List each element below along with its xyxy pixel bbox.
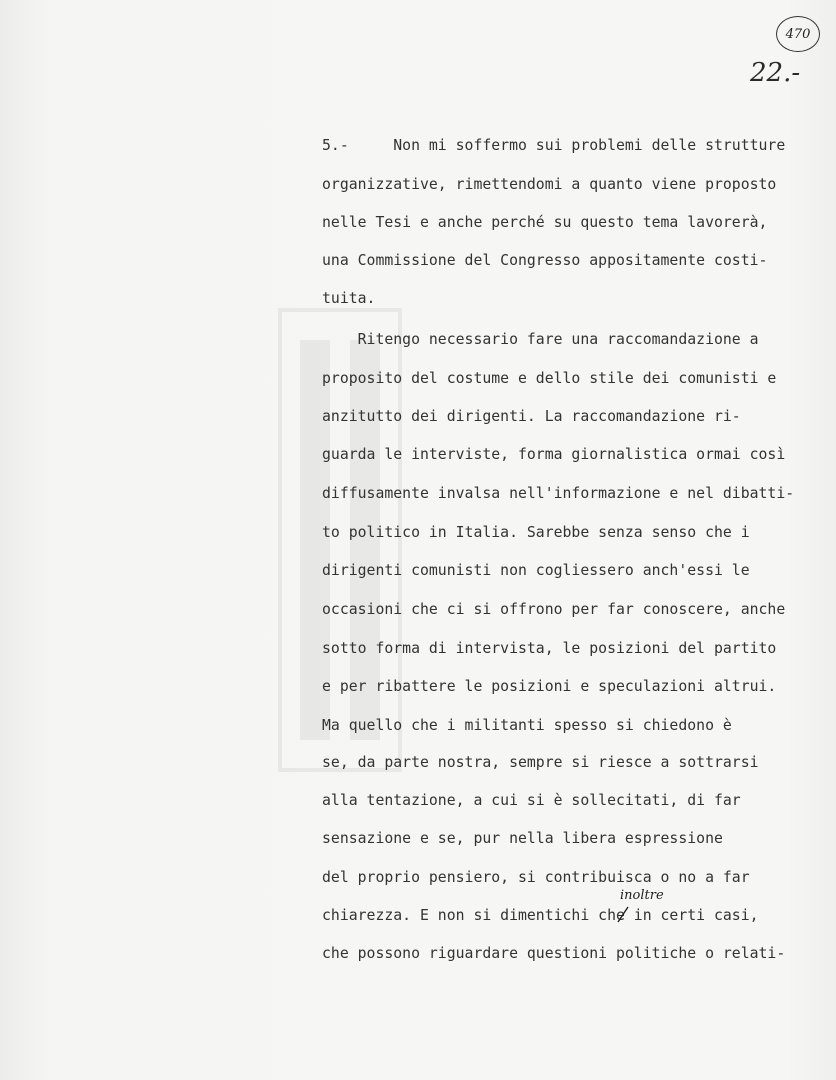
text-line: occasioni che ci si offrono per far conoscere, anche <box>322 601 786 618</box>
text-line: anzitutto dei dirigenti. La raccomandazione ri- <box>322 408 741 425</box>
page-number: 22.- <box>750 58 801 88</box>
text-line: una Commissione del Congresso appositamente costi- <box>322 252 768 269</box>
handwritten-insert: inoltre <box>620 888 664 903</box>
text-line: se, da parte nostra, sempre si riesce a sottrarsi <box>322 754 759 771</box>
text-line: nelle Tesi e anche perché su questo tema lavorerà, <box>322 214 768 231</box>
text-line: diffusamente invalsa nell'informazione e nel dibatti- <box>322 485 795 502</box>
text-line: guarda le interviste, forma giornalistica ormai così <box>322 446 786 463</box>
text-line: 5.- Non mi soffermo sui problemi delle strutture <box>322 137 786 154</box>
stamp-number: 470 <box>785 26 811 42</box>
archive-stamp <box>776 16 820 52</box>
text-line: dirigenti comunisti non cogliessero anch'essi le <box>322 562 750 579</box>
text-line: Ritengo necessario fare una raccomandazione a <box>322 331 759 348</box>
text-line: sensazione e se, pur nella libera espressione <box>322 830 723 847</box>
insertion-mark-icon <box>616 905 630 923</box>
text-line: to politico in Italia. Sarebbe senza senso che i <box>322 524 750 541</box>
text-line: Ma quello che i militanti spesso si chiedono è <box>322 717 732 734</box>
text-line: del proprio pensiero, si contribuisca o no a far <box>322 869 750 886</box>
text-line: proposito del costume e dello stile dei comunisti e <box>322 370 777 387</box>
text-line: tuita. <box>322 290 376 307</box>
text-line: alla tentazione, a cui si è sollecitati, di far <box>322 792 741 809</box>
text-line: che possono riguardare questioni politiche o relati- <box>322 945 786 962</box>
text-line: sotto forma di intervista, le posizioni del partito <box>322 640 777 657</box>
text-line: organizzative, rimettendomi a quanto viene proposto <box>322 176 777 193</box>
text-line: e per ribattere le posizioni e speculazioni altrui. <box>322 678 777 695</box>
text-line: chiarezza. E non si dimentichi che in certi casi, <box>322 907 759 924</box>
